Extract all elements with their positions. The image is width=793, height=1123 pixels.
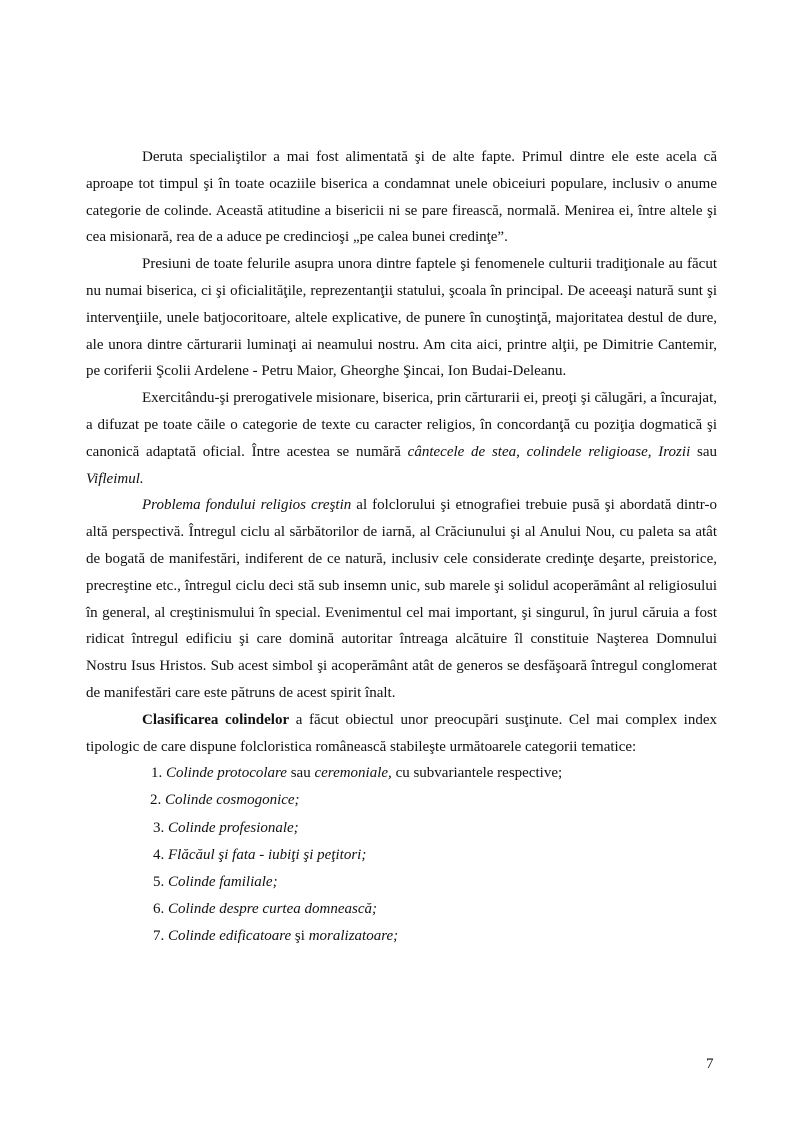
list-item-number: 7. [153,927,165,944]
list-item [86,787,717,814]
body-paragraphs [86,144,717,760]
italic-text: Colinde cosmogonice; [165,792,300,809]
italic-text: Colinde familiale; [168,873,278,890]
bold-text: Clasificarea colindelor [142,711,290,728]
italic-text: Problema fondului religios creştin [142,497,352,514]
paragraph [86,707,717,761]
list-item-number: 6. [153,900,165,917]
paragraph [86,251,717,385]
list-item [86,923,717,950]
text-run: Presiuni de toate felurile asupra unora dintre faptele şi fenomenele culturii tradiţionale au făcut nu numai biserica, ci şi oficialităţile, reprezentanţii statului, şcoala în principal. De aceeaşi natură sunt şi intervenţiile, unele batjocoritoare, altele explicative, de punere în cunoştinţă, majoritatea destul de dure, ale unora dintre cărturarii luminaţi ai neamului nostru. Am cita aici, printre alţii, pe Dimitrie Cantemir, pe coriferii Şcolii Ardelene - Petru Maior, Gheorghe Şincai, Ion Budai-Deleanu. [86,256,717,380]
list-item [86,896,717,923]
text-run: Exercitându-şi prerogativele misionare, biserica, prin cărturarii ei, preoţi şi călugări, a încurajat, a difuzat pe toate căile o categorie de texte cu caracter religios, în concordanţă cu poziţia dogmatică şi canonică adaptată oficial. Între acestea se numără [86,390,717,460]
text-run: sau [690,443,717,460]
list-item-number: 5. [153,873,165,890]
list-item-number: 4. [153,846,165,863]
italic-text: moralizatoare; [308,927,399,944]
list-item-number: 1. [151,765,163,782]
page-body [86,144,717,950]
italic-text: cântecele de stea, colindele religioase, Irozii [407,443,691,460]
text-run: sau [286,765,315,782]
text-run: a făcut obiectul unor preocupări susţinute. Cel mai complex index tipologic de care dispune folcloristica românească stabileşte următoarele categorii tematice: [86,711,717,755]
text-run: şi [291,927,309,944]
list-item-number: 3. [153,819,165,836]
italic-text: ceremoniale, [314,765,392,782]
list-item [86,869,717,896]
italic-text: Vifleimul. [86,470,144,487]
text-run: Deruta specialiştilor a mai fost alimentată şi de alte fapte. Primul dintre ele este acela că aproape tot timpul şi în toate ocaziile biserica a condamnat unele obiceiuri populare, inclusiv o anume categorie de colinde. Această atitudine a bisericii ni se pare firească, normală. Menirea ei, între altele şi cea misionară, rea de a aduce pe credincioşi „pe calea bunei credinţe”. [86,149,717,246]
italic-text: Flăcăul şi fata - iubiţi şi peţitori; [168,846,367,863]
carol-categories-list [86,760,717,950]
paragraph [86,492,717,706]
list-item [86,815,717,842]
italic-text: Colinde edificatoare [168,927,292,944]
page-number: 7 [706,1056,714,1072]
paragraph [86,144,717,251]
italic-text: Colinde protocolare [166,765,287,782]
list-item [86,842,717,869]
text-run: al folclorului şi etnografiei trebuie pusă şi abordată dintr-o altă perspectivă. Întregul ciclu al sărbătorilor de iarnă, al Crăciunului şi al Anului Nou, cu paleta sa atât de bogată de manifestări, indiferent de ce natură, inclusiv cele considerate credinţe deşarte, preistorice, precreştine etc., întregul ciclu deci stă sub insemn unic, sub marele şi solidul acoperământ al religiosului în general, al creştinismului în special. Evenimentul cel mai important, şi singurul, în jurul căruia a fost ridicat întregul edificiu şi care domină autoritar întreaga alcătuire îl constituie Naşterea Domnului Nostru Isus Hristos. Sub acest simbol şi acoperământ atât de generos se desfăşoară întregul conglomerat de manifestări care este pătruns de acest spirit înalt. [86,497,718,701]
paragraph [86,385,717,492]
italic-text: Colinde despre curtea domnească; [168,900,377,917]
text-run: cu subvariantele respective; [391,765,563,782]
list-item-number: 2. [150,792,162,809]
italic-text: Colinde profesionale; [168,819,299,836]
list-item [86,760,717,787]
